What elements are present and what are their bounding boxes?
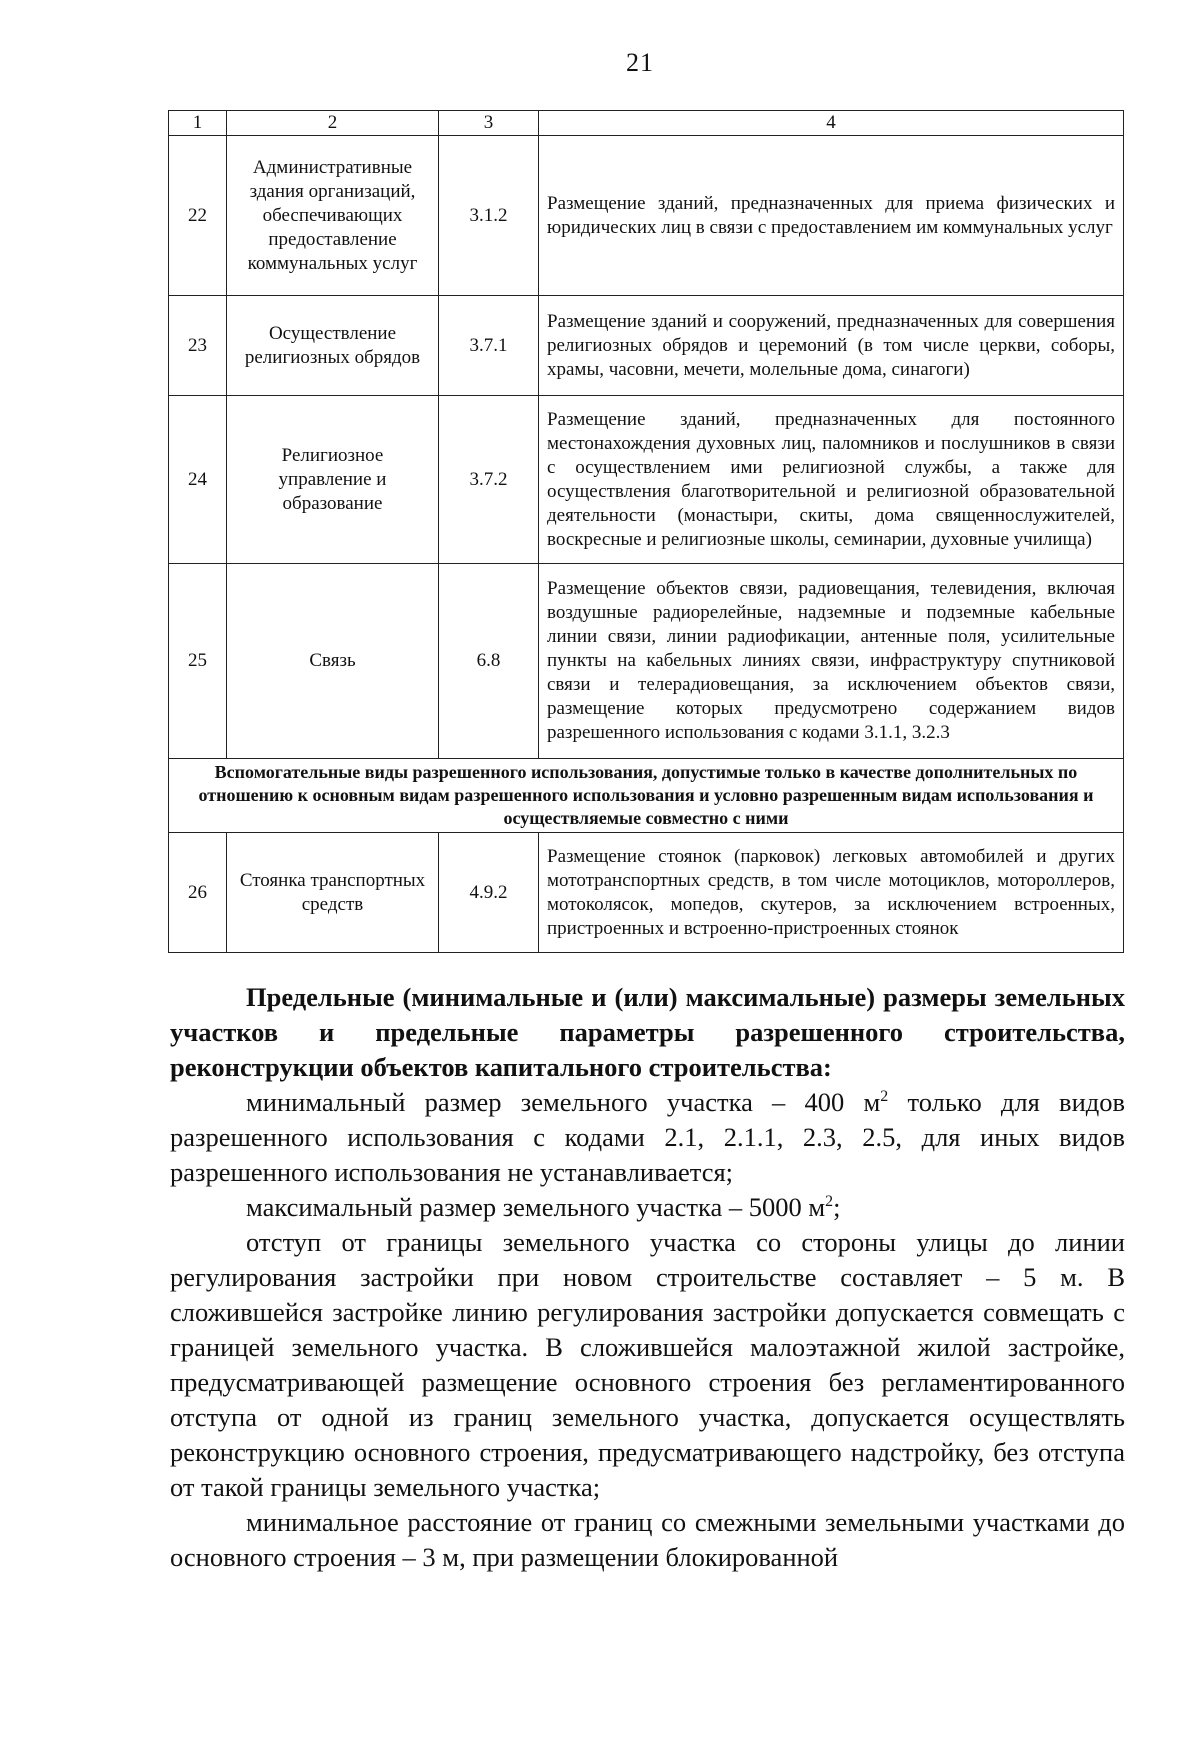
use-type-code: 4.9.2 — [439, 833, 539, 953]
paragraph-text: ; — [833, 1192, 841, 1222]
use-type-name: Административные здания организаций, обеспечивающих предоставление коммунальных услуг — [227, 136, 439, 296]
column-header: 1 — [169, 111, 227, 136]
column-header: 2 — [227, 111, 439, 136]
use-type-name: Стоянка транспортных средств — [227, 833, 439, 953]
row-number: 24 — [169, 396, 227, 564]
use-type-description: Размещение зданий и сооружений, предназначенных для совершения религиозных обрядов и церемоний (в том числе церкви, соборы, храмы, часовни, мечети, молельные дома, синагоги) — [539, 296, 1124, 396]
row-number: 22 — [169, 136, 227, 296]
table-row — [169, 296, 1124, 396]
table-row — [169, 564, 1124, 759]
superscript: 2 — [880, 1088, 889, 1106]
table-header-row — [169, 111, 1124, 136]
paragraph-setback: отступ от границы земельного участка со стороны улицы до линии регулирования застройки при новом строительстве составляет – 5 м. В сложившейся застройке линию регулирования застройки допускается совмещать с границей земельного участка. В сложившейся малоэтажной жилой застройке, предусматривающей размещение основного строения без регламентированного отступа от одной из границ земельного участка, допускается осуществлять реконструкцию основного строения, предусматривающего надстройку, без отступа от такой границы земельного участка; — [170, 1227, 1125, 1502]
page-number: 21 — [626, 48, 654, 77]
section-title: Вспомогательные виды разрешенного использования, допустимые только в качестве дополнительных по отношению к основным видам разрешенного использования и условно разрешенным видам использования и осуществляемые совместно с ними — [169, 759, 1124, 833]
table-row — [169, 833, 1124, 953]
superscript: 2 — [825, 1193, 834, 1211]
paragraph-text: только для видов разрешенного использования с кодами 2.1, 2.1.1, 2.3, 2.5, для иных видов разрешенного использования не устанавливается; — [170, 1087, 1125, 1187]
column-header: 4 — [539, 111, 1124, 136]
paragraph-min-size — [170, 1085, 1125, 1190]
row-number: 23 — [169, 296, 227, 396]
use-type-description: Размещение объектов связи, радиовещания, телевидения, включая воздушные радиорелейные, надземные и подземные кабельные линии связи, линии радиофикации, антенные поля, усилительные пункты на кабельных линиях связи, инфраструктуру спутниковой связи и телерадиовещания, за исключением объектов связи, размещение которых предусмотрено содержанием видов разрешенного использования с кодами 3.1.1, 3.2.3 — [539, 564, 1124, 759]
paragraph-text: минимальный размер земельного участка – 400 м — [246, 1087, 881, 1117]
use-type-code: 6.8 — [439, 564, 539, 759]
use-type-code: 3.1.2 — [439, 136, 539, 296]
column-header: 3 — [439, 111, 539, 136]
use-type-description: Размещение зданий, предназначенных для приема физических и юридических лиц в связи с предоставлением им коммунальных услуг — [539, 136, 1124, 296]
use-type-code: 3.7.2 — [439, 396, 539, 564]
use-type-name: Осуществление религиозных обрядов — [227, 296, 439, 396]
land-use-table — [168, 110, 1124, 953]
table-row — [169, 396, 1124, 564]
regulations-text — [170, 980, 1125, 1575]
use-type-description: Размещение стоянок (парковок) легковых автомобилей и других мототранспортных средств, в том числе мотоциклов, мотороллеров, мотоколясок, мопедов, скутеров, за исключением встроенных, пристроенных и встроенно-пристроенных стоянок — [539, 833, 1124, 953]
section-heading: Предельные (минимальные и (или) максимальные) размеры земельных участков и предельные параметры разрешенного строительства, реконструкции объектов капитального строительства: — [170, 982, 1125, 1082]
table-row — [169, 136, 1124, 296]
use-type-code: 3.7.1 — [439, 296, 539, 396]
use-type-name: Религиозное управление и образование — [227, 396, 439, 564]
use-type-name: Связь — [227, 564, 439, 759]
paragraph-min-distance: минимальное расстояние от границ со смежными земельными участками до основного строения – 3 м, при размещении блокированной — [170, 1507, 1125, 1572]
row-number: 25 — [169, 564, 227, 759]
row-number: 26 — [169, 833, 227, 953]
paragraph-max-size — [170, 1190, 1125, 1225]
section-header-row — [169, 759, 1124, 833]
paragraph-text: максимальный размер земельного участка – 5000 м — [246, 1192, 826, 1222]
use-type-description: Размещение зданий, предназначенных для постоянного местонахождения духовных лиц, паломников и послушников в связи с осуществлением ими религиозной службы, а также для осуществления благотворительной и религиозной образовательной деятельности (монастыри, скиты, дома священнослужителей, воскресные и религиозные школы, семинарии, духовные училища) — [539, 396, 1124, 564]
